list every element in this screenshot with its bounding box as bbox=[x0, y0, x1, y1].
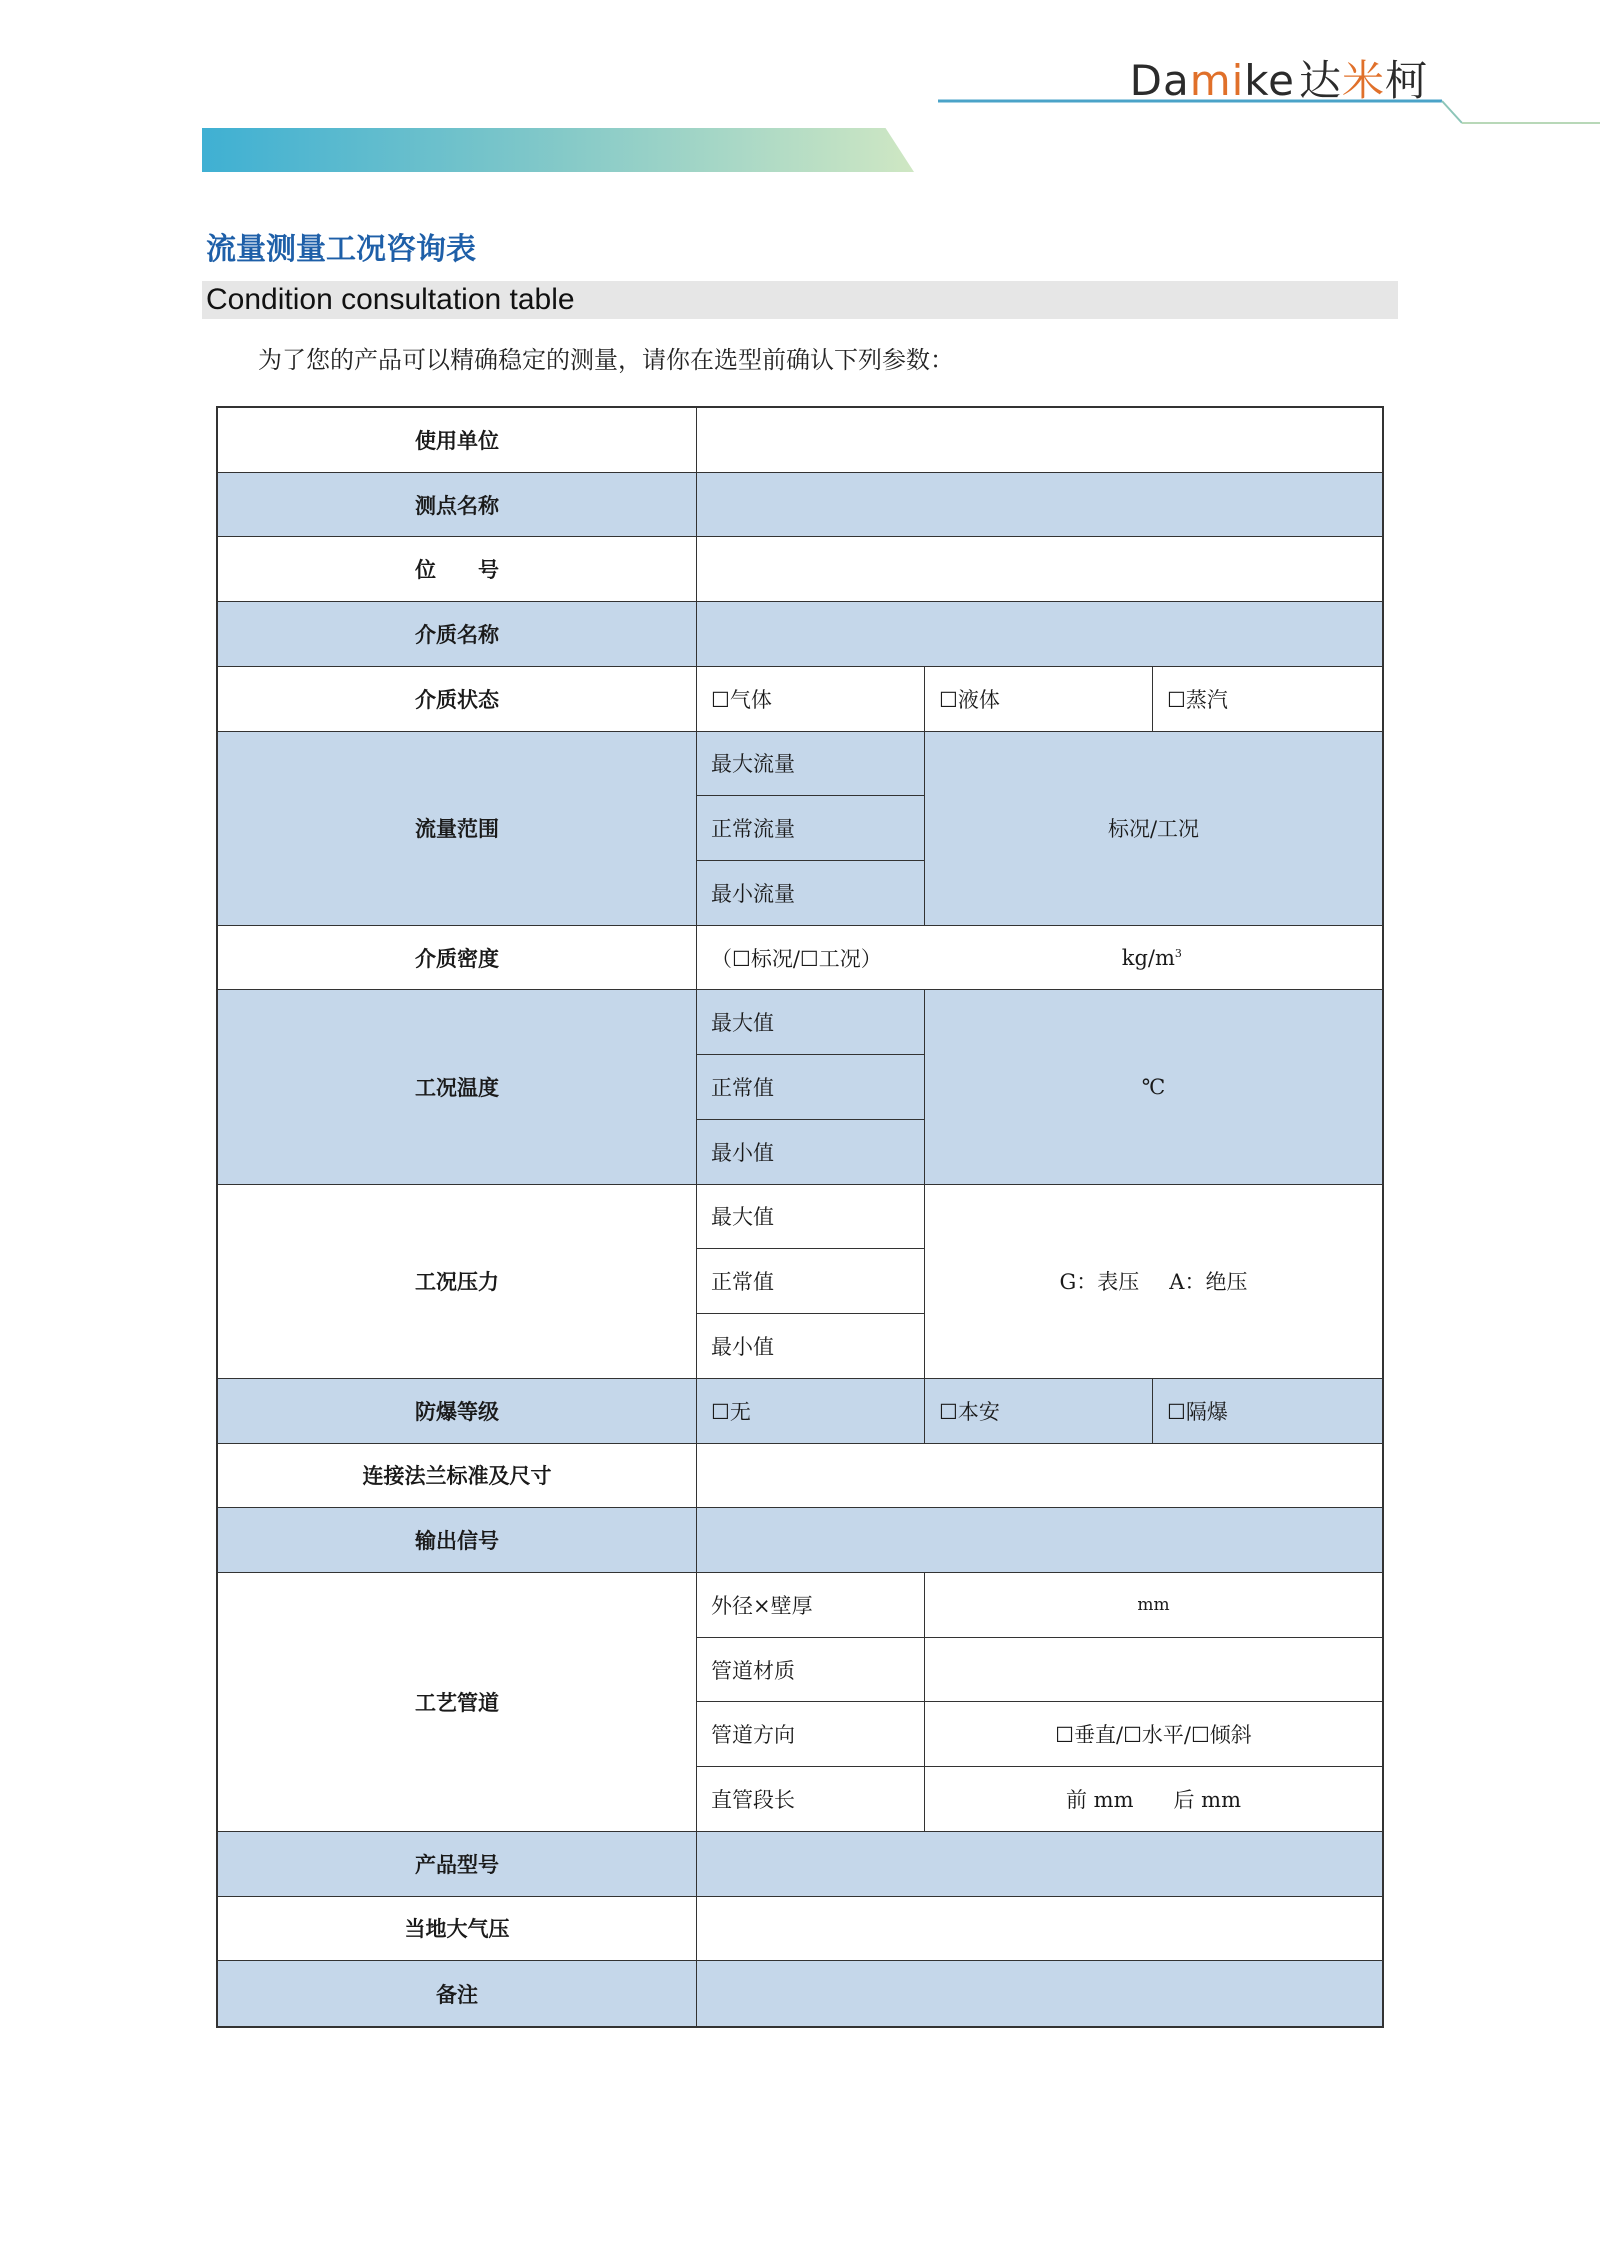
pressure-gauge-label: G：表压 bbox=[1059, 1270, 1140, 1295]
logo-cn: 达米柯 bbox=[1298, 56, 1428, 105]
pressure-min-label: 最小值 bbox=[697, 1314, 925, 1379]
density-unit: $kg/m^3$ bbox=[1121, 945, 1182, 970]
density-condition-options[interactable]: （☐标况/☐工况） bbox=[711, 946, 882, 971]
label-product-model: 产品型号 bbox=[218, 1832, 697, 1897]
pipe-od-label: 外径×壁厚 bbox=[697, 1573, 925, 1638]
page-title: 流量测量工况咨询表 bbox=[206, 232, 476, 267]
flow-min-label: 最小流量 bbox=[697, 861, 925, 926]
label-remarks: 备注 bbox=[218, 1961, 697, 2026]
pipe-straight-field[interactable] bbox=[925, 1767, 1382, 1832]
flow-max-label: 最大流量 bbox=[697, 732, 925, 797]
pressure-normal-label: 正常值 bbox=[697, 1249, 925, 1314]
condition-form-table bbox=[216, 406, 1384, 2028]
option-intrinsic-safe-checkbox[interactable]: ☐本安 bbox=[925, 1379, 1153, 1444]
label-medium-density: 介质密度 bbox=[218, 926, 697, 991]
pipe-od-field[interactable]: mm bbox=[925, 1573, 1382, 1638]
label-user-unit: 使用单位 bbox=[218, 408, 697, 473]
label-explosion-proof: 防爆等级 bbox=[218, 1379, 697, 1444]
brand-logo bbox=[1130, 48, 1428, 108]
intro-text: 为了您的产品可以精确稳定的测量，请你在选型前确认下列参数： bbox=[258, 346, 954, 374]
field-output-signal[interactable] bbox=[697, 1508, 1382, 1573]
pipe-straight-label: 直管段长 bbox=[697, 1767, 925, 1832]
label-atmospheric-pressure: 当地大气压 bbox=[218, 1897, 697, 1962]
label-process-pipe: 工艺管道 bbox=[218, 1573, 697, 1832]
label-medium-name: 介质名称 bbox=[218, 602, 697, 667]
pipe-material-field[interactable] bbox=[925, 1638, 1382, 1703]
label-output-signal: 输出信号 bbox=[218, 1508, 697, 1573]
straight-front: 前 mm bbox=[1065, 1787, 1134, 1812]
option-liquid-checkbox[interactable]: ☐液体 bbox=[925, 667, 1153, 732]
option-gas-checkbox[interactable]: ☐气体 bbox=[697, 667, 925, 732]
straight-back: 后 mm bbox=[1173, 1787, 1242, 1812]
field-atmospheric-pressure[interactable] bbox=[697, 1897, 1382, 1962]
label-flange: 连接法兰标准及尺寸 bbox=[218, 1444, 697, 1509]
pipe-direction-options[interactable]: ☐垂直/☐水平/☐倾斜 bbox=[925, 1702, 1382, 1767]
label-tag-no: 位 号 bbox=[218, 537, 697, 602]
field-medium-name[interactable] bbox=[697, 602, 1382, 667]
pressure-unit[interactable] bbox=[925, 1185, 1382, 1379]
field-product-model[interactable] bbox=[697, 1832, 1382, 1897]
header-gradient-bar bbox=[202, 128, 914, 172]
temp-min-label: 最小值 bbox=[697, 1120, 925, 1185]
field-user-unit[interactable] bbox=[697, 408, 1382, 473]
pipe-direction-label: 管道方向 bbox=[697, 1702, 925, 1767]
pipe-material-label: 管道材质 bbox=[697, 1638, 925, 1703]
label-pressure: 工况压力 bbox=[218, 1185, 697, 1379]
flow-normal-label: 正常流量 bbox=[697, 796, 925, 861]
option-flameproof-checkbox[interactable]: ☐隔爆 bbox=[1153, 1379, 1382, 1444]
field-remarks[interactable] bbox=[697, 1961, 1382, 2026]
temp-normal-label: 正常值 bbox=[697, 1055, 925, 1120]
field-medium-density[interactable] bbox=[697, 926, 1382, 991]
field-point-name[interactable] bbox=[697, 473, 1382, 538]
label-medium-state: 介质状态 bbox=[218, 667, 697, 732]
label-temperature: 工况温度 bbox=[218, 990, 697, 1184]
pressure-absolute-label: A：绝压 bbox=[1169, 1270, 1248, 1295]
temp-max-label: 最大值 bbox=[697, 990, 925, 1055]
option-none-checkbox[interactable]: ☐无 bbox=[697, 1379, 925, 1444]
pressure-max-label: 最大值 bbox=[697, 1185, 925, 1250]
flow-unit[interactable]: 标况/工况 bbox=[925, 732, 1382, 926]
field-flange[interactable] bbox=[697, 1444, 1382, 1509]
temp-unit[interactable]: ℃ bbox=[925, 990, 1382, 1184]
option-steam-checkbox[interactable]: ☐蒸汽 bbox=[1153, 667, 1382, 732]
logo-latin: Damike bbox=[1129, 56, 1295, 105]
page-subtitle: Condition consultation table bbox=[202, 281, 1398, 319]
label-point-name: 测点名称 bbox=[218, 473, 697, 538]
label-flow-range: 流量范围 bbox=[218, 732, 697, 926]
field-tag-no[interactable] bbox=[697, 537, 1382, 602]
